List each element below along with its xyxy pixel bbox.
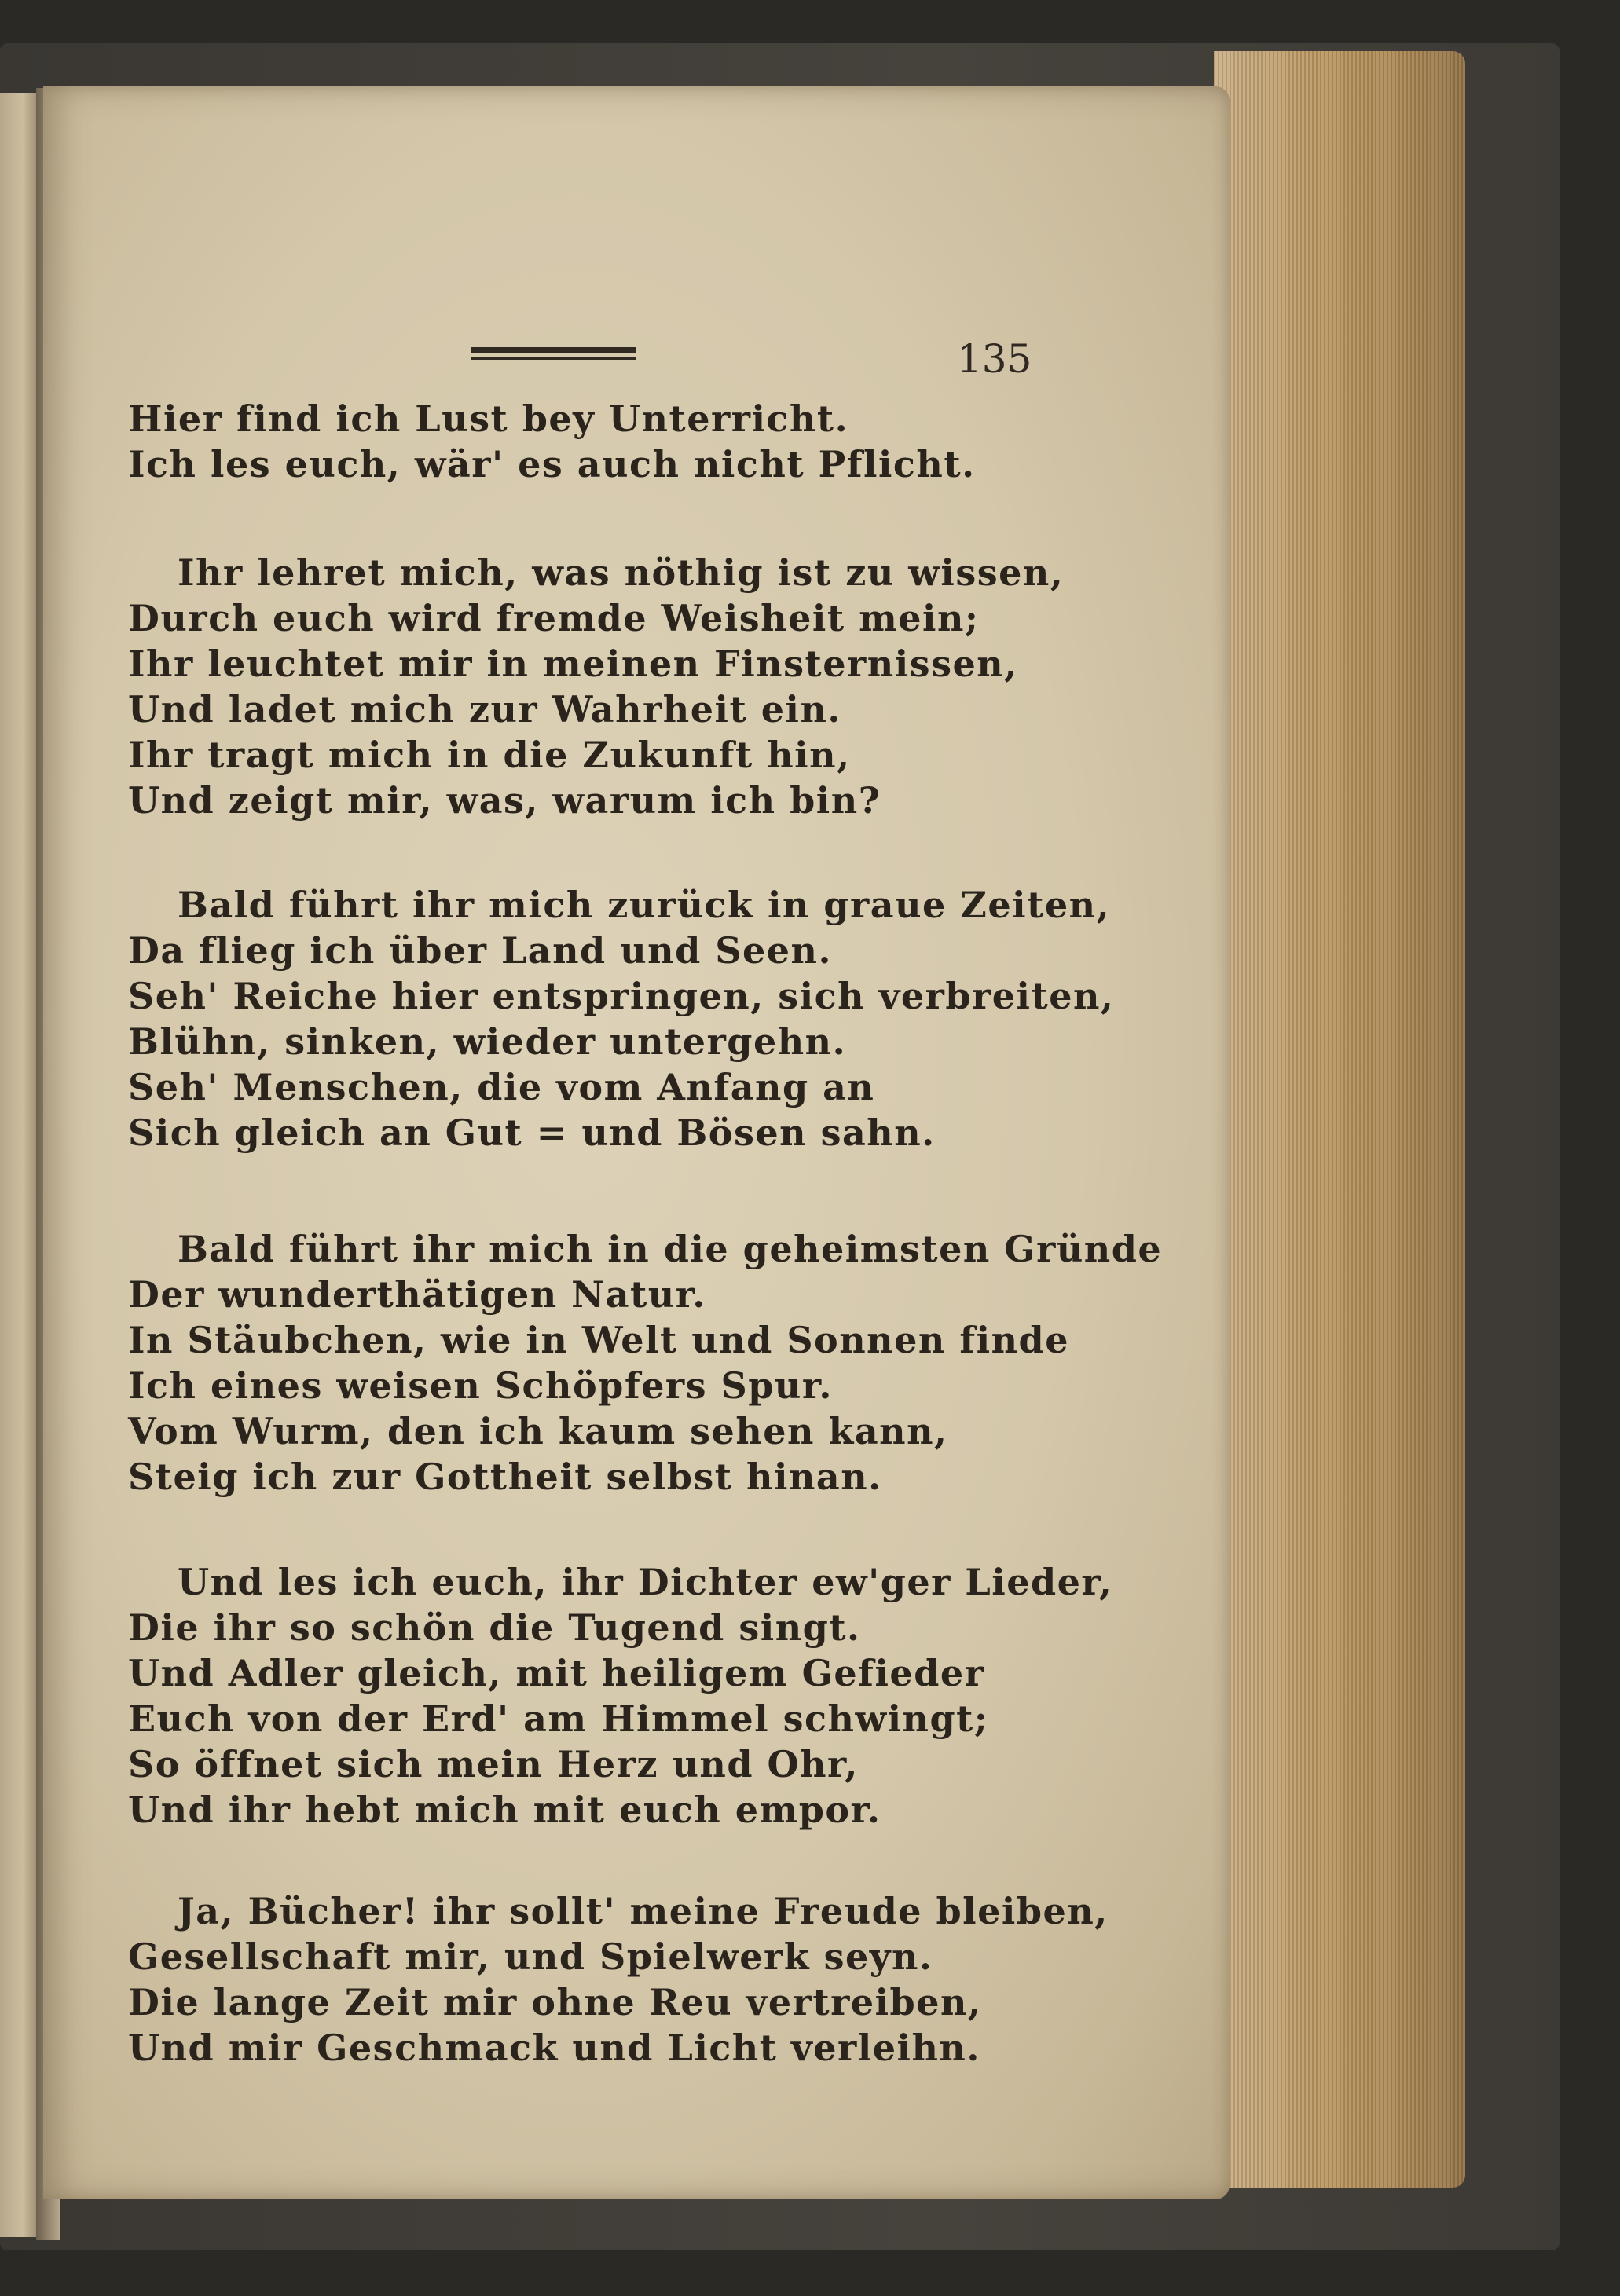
stanza-4 bbox=[128, 1226, 1163, 1500]
poem-line: Ihr lehret mich, was nöthig ist zu wissen, bbox=[178, 551, 1065, 594]
poem-line: Blühn, sinken, wieder untergehn. bbox=[128, 1020, 847, 1063]
poem-line: Ich eines weisen Schöpfers Spur. bbox=[128, 1364, 833, 1407]
page-edges bbox=[1214, 51, 1465, 2188]
poem-line: Steig ich zur Gottheit selbst hinan. bbox=[128, 1456, 882, 1498]
poem-line: Und ihr hebt mich mit euch empor. bbox=[128, 1789, 881, 1831]
poem-line: Sich gleich an Gut = und Bösen sahn. bbox=[128, 1111, 936, 1154]
poem-line: Die ihr so schön die Tugend singt. bbox=[128, 1606, 861, 1649]
poem-line: Und les ich euch, ihr Dichter ew'ger Lieder, bbox=[178, 1561, 1113, 1603]
poem-line: Vom Wurm, den ich kaum sehen kann, bbox=[128, 1410, 948, 1452]
header-rule bbox=[471, 347, 636, 360]
stanza-3 bbox=[128, 882, 1115, 1155]
poem-line: Durch euch wird fremde Weisheit mein; bbox=[128, 597, 980, 639]
stanza-2 bbox=[128, 550, 1065, 823]
poem-line: So öffnet sich mein Herz und Ohr, bbox=[128, 1743, 859, 1785]
poem-line: Der wunderthätigen Natur. bbox=[128, 1273, 706, 1316]
stanza-5 bbox=[128, 1559, 1113, 1833]
poem-line: Gesellschaft mir, und Spielwerk seyn. bbox=[128, 1935, 933, 1978]
poem-line: Ihr leuchtet mir in meinen Finsternissen, bbox=[128, 643, 1018, 685]
poem-line: Hier find ich Lust bey Unterricht. bbox=[128, 397, 849, 440]
poem-line: Da flieg ich über Land und Seen. bbox=[128, 929, 833, 972]
poem-line: Und mir Geschmack und Licht verleihn. bbox=[128, 2027, 980, 2069]
poem-line: Seh' Menschen, die vom Anfang an bbox=[128, 1066, 875, 1108]
poem-line: Ich les euch, wär' es auch nicht Pflicht. bbox=[128, 443, 976, 485]
poem-line: Euch von der Erd' am Himmel schwingt; bbox=[128, 1697, 989, 1740]
poem-line: Ihr tragt mich in die Zukunft hin, bbox=[128, 734, 851, 776]
poem-line: Seh' Reiche hier entspringen, sich verbreiten, bbox=[128, 975, 1115, 1017]
stanza-1 bbox=[128, 396, 1039, 487]
poem-line: Und zeigt mir, was, warum ich bin? bbox=[128, 779, 881, 822]
page-number: 135 bbox=[957, 336, 1032, 382]
poem-line: Die lange Zeit mir ohne Reu vertreiben, bbox=[128, 1981, 982, 2023]
poem-line: Und Adler gleich, mit heiligem Gefieder bbox=[128, 1652, 985, 1694]
left-page-edge bbox=[0, 93, 38, 2237]
stanza-6 bbox=[128, 1888, 1109, 2071]
poem-line: Bald führt ihr mich in die geheimsten Gründe bbox=[178, 1228, 1163, 1270]
poem-line: Ja, Bücher! ihr sollt' meine Freude bleiben, bbox=[178, 1890, 1109, 1932]
poem-line: Und ladet mich zur Wahrheit ein. bbox=[128, 688, 841, 731]
poem-line: In Stäubchen, wie in Welt und Sonnen finde bbox=[128, 1319, 1069, 1361]
poem-line: Bald führt ihr mich zurück in graue Zeiten, bbox=[178, 884, 1111, 926]
